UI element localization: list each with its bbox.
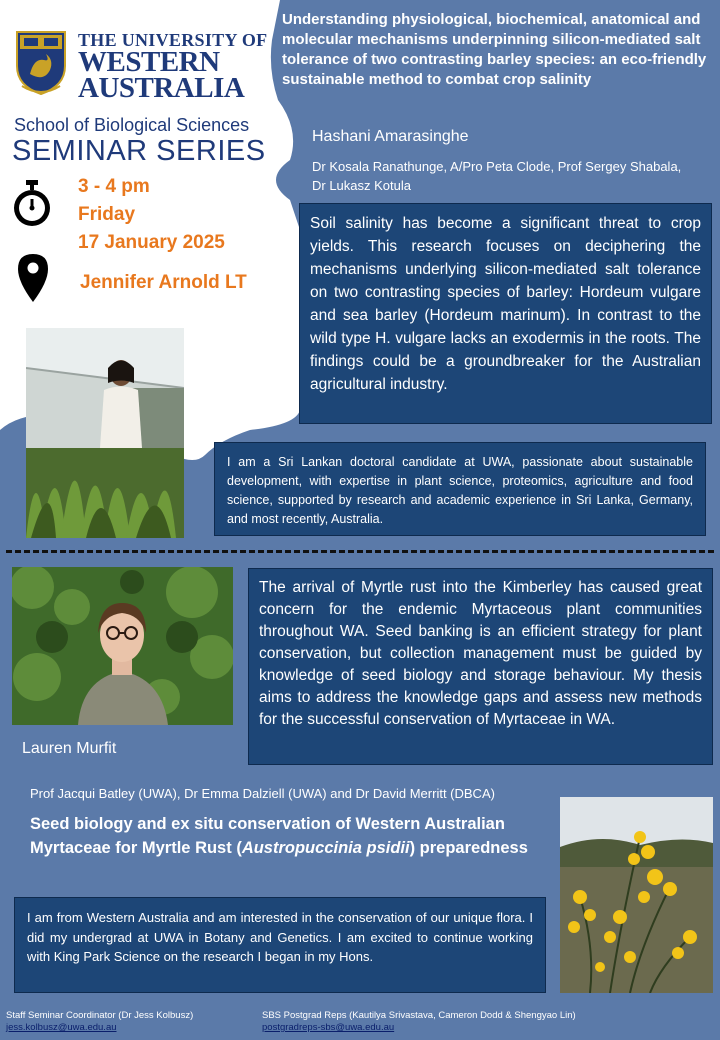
talk2-speaker-bio: I am from Western Australia and am interested in the conservation of our unique flora. I did my undergrad at UWA in Botany and Genetics. I am excited to continue working with King Park Science on the research I began in my Hons. (14, 897, 546, 993)
event-venue: Jennifer Arnold LT (80, 272, 247, 293)
speaker1-photo (26, 328, 184, 538)
footer-postgrad-reps (262, 1010, 576, 1034)
reps-email-link[interactable]: postgradreps-sbs@uwa.edu.au (262, 1022, 395, 1033)
stopwatch-icon (10, 180, 54, 228)
university-name-line2: WESTERN (78, 46, 220, 78)
talk1-abstract: Soil salinity has become a significant threat to crop yields. This research focuses on deciphering the mechanisms underlying silicon-mediated salt tolerance on two contrasting species of barley: Hordeum vulgare and sea barley (Hordeum marinum). In contrast to the wild type H. vulgare lacks an exodermis in the roots. The findings could be a groundbreaker for the Australian agricultural industry. (299, 203, 712, 424)
talk2-title-species: Austropuccinia psidii (241, 839, 410, 857)
talk1-title: Understanding physiological, biochemical, anatomical and molecular mechanisms underpinning silicon-mediated salt tolerance of two contrasting barley species: an eco-friendly sustainable method to combat crop salinity (282, 11, 707, 88)
speaker2-photo (12, 567, 233, 725)
talk2-title (30, 812, 530, 860)
talk2-speaker: Lauren Murfit (22, 740, 117, 757)
talk2-abstract: The arrival of Myrtle rust into the Kimberley has caused great concern for the endemic Myrtaceous plant communities throughout WA. Seed banking is an efficient strategy for plant conservation, but collection management must be guided by knowledge of seed biology and storage behaviour. My thesis aims to address the knowledge gaps and assess new methods for the successful conservation of Myrtaceae in WA. (248, 568, 713, 765)
section-divider (6, 550, 714, 553)
talk2-title-post: ) preparedness (409, 839, 528, 857)
coordinator-email-link[interactable]: jess.kolbusz@uwa.edu.au (6, 1022, 117, 1033)
myrtaceae-flower-photo (560, 797, 713, 993)
location-pin-icon (18, 254, 48, 302)
talk2-supervisors: Prof Jacqui Batley (UWA), Dr Emma Dalziell (UWA) and Dr David Merritt (DBCA) (30, 786, 495, 801)
event-date: 17 January 2025 (78, 232, 225, 253)
school-name: School of Biological Sciences (14, 115, 250, 135)
coordinator-label: Staff Seminar Coordinator (Dr Jess Kolbusz) (6, 1010, 194, 1021)
event-day: Friday (78, 204, 136, 225)
uwa-crest-logo (14, 30, 68, 96)
reps-label: SBS Postgrad Reps (Kautilya Srivastava, Cameron Dodd & Shengyao Lin) (262, 1010, 576, 1021)
university-name-line3: AUSTRALIA (78, 72, 245, 104)
talk1-supervisors: Dr Kosala Ranathunge, A/Pro Peta Clode, Prof Sergey Shabala, Dr Lukasz Kotula (312, 159, 682, 193)
university-name-line1: THE UNIVERSITY OF (78, 30, 268, 50)
talk1-speaker-bio: I am a Sri Lankan doctoral candidate at UWA, passionate about sustainable development, with expertise in plant science, proteomics, agriculture and food science, supported by research and academic experience in Sri Lanka, Germany, and most recently, Australia. (214, 442, 706, 536)
talk2-title-pre: Seed biology and ex situ conservation of Western Australian Myrtaceae for Myrtle Rust ( (30, 815, 505, 857)
series-title: SEMINAR SERIES (12, 135, 266, 167)
talk1-speaker: Hashani Amarasinghe (312, 128, 469, 145)
event-time: 3 - 4 pm (78, 176, 150, 197)
footer-coordinator (6, 1010, 193, 1034)
